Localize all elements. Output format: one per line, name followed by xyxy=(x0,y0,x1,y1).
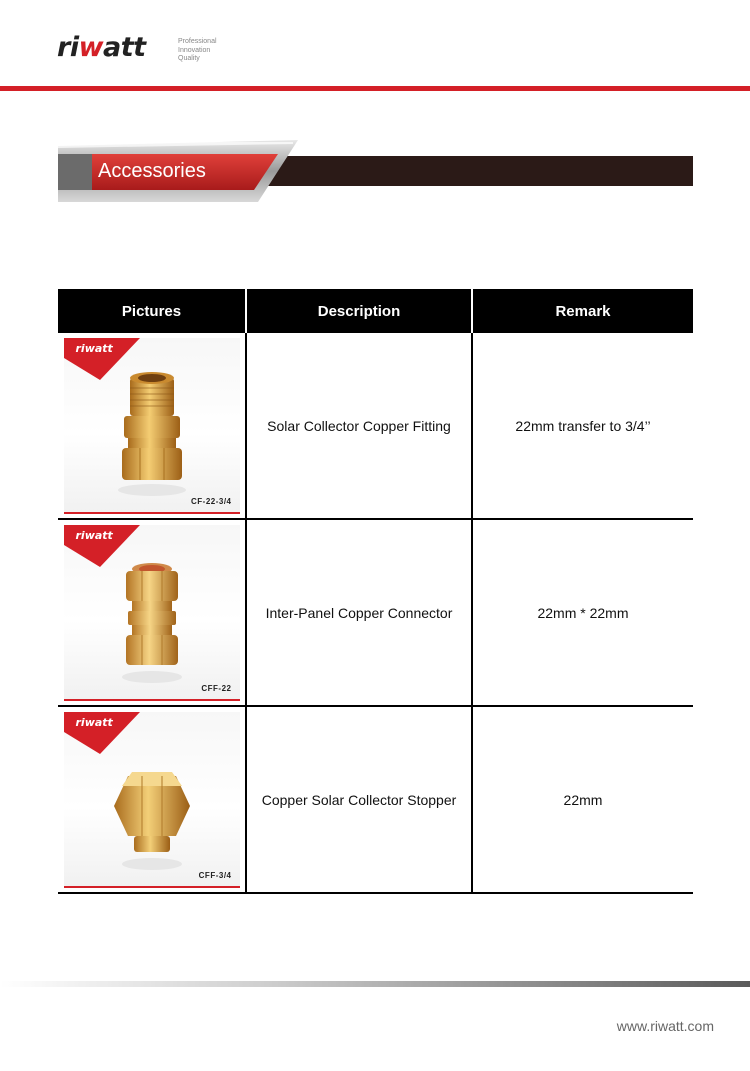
section-banner xyxy=(58,140,693,202)
product-photo xyxy=(64,525,240,701)
product-photo xyxy=(64,338,240,514)
tagline xyxy=(178,38,217,64)
table-row xyxy=(58,707,693,894)
riwatt-logo: riwatt xyxy=(57,32,146,63)
product-code: CFF-3/4 xyxy=(198,870,232,880)
description-cell: Solar Collector Copper Fitting xyxy=(247,333,473,518)
table-header xyxy=(58,289,693,333)
product-code: CF-22-3/4 xyxy=(190,496,232,506)
tagline-line: Professional xyxy=(178,38,217,45)
photo-brand: riwatt xyxy=(75,528,113,542)
header-description: Description xyxy=(247,289,473,333)
remark-cell: 22mm * 22mm xyxy=(537,604,629,621)
picture-cell xyxy=(58,333,247,518)
photo-brand: riwatt xyxy=(75,715,113,729)
remark-cell: 22mm transfer to 3/4’’ xyxy=(515,417,651,434)
table-row xyxy=(58,333,693,520)
remark-cell: 22mm xyxy=(563,791,603,808)
header-pictures: Pictures xyxy=(58,289,247,333)
brass-stopper-image xyxy=(102,742,202,872)
picture-cell xyxy=(58,520,247,705)
section-title: Accessories xyxy=(98,160,206,182)
tagline-line: Quality xyxy=(178,55,200,62)
accessories-table xyxy=(58,289,693,894)
picture-cell xyxy=(58,707,247,892)
brass-connector-image xyxy=(102,555,202,685)
header-remark: Remark xyxy=(473,289,693,333)
photo-brand: riwatt xyxy=(75,341,113,355)
table-row xyxy=(58,520,693,707)
header-divider xyxy=(0,86,750,91)
product-photo xyxy=(64,712,240,888)
footer-website-link[interactable]: www.riwatt.com xyxy=(616,1018,714,1034)
description-cell: Inter-Panel Copper Connector xyxy=(247,520,473,705)
description-cell: Copper Solar Collector Stopper xyxy=(247,707,473,892)
footer-divider xyxy=(0,981,750,987)
tagline-line: Innovation xyxy=(178,46,211,54)
brass-fitting-image xyxy=(102,368,202,498)
page-header xyxy=(0,0,750,92)
product-code: CFF-22 xyxy=(201,683,232,693)
